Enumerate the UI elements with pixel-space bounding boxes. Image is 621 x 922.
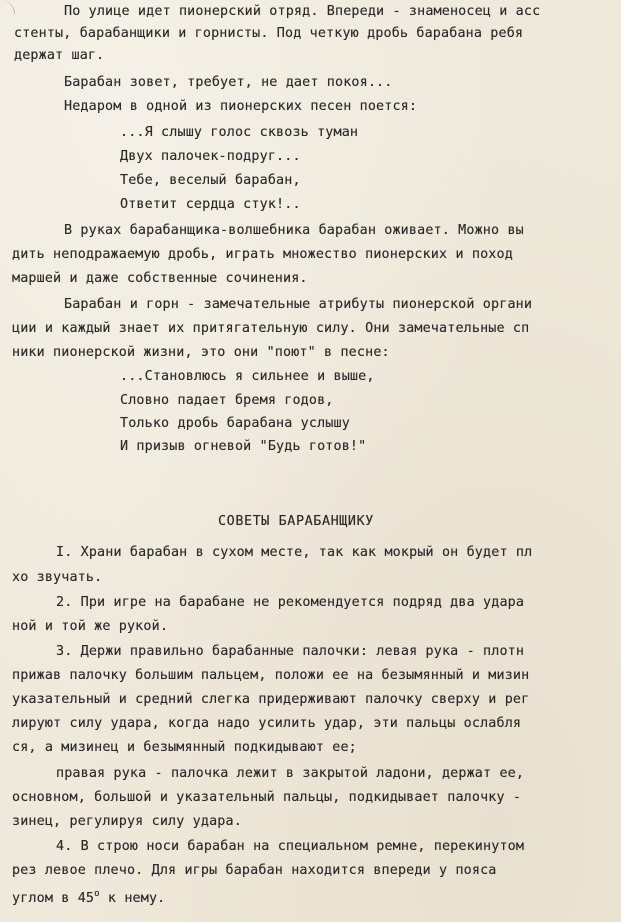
angle-text-tail: к нему. bbox=[99, 891, 166, 906]
list-item-text: I. Храни барабан в сухом месте, так как мокрый он будет пл bbox=[56, 545, 533, 560]
list-item-text: 3. Держи правильно барабанные палочки: левая рука - плотн bbox=[56, 644, 525, 659]
text-line: дить неподражаемую дробь, играть множество пионерских и поход bbox=[12, 247, 513, 262]
text-line: В руках барабанщика-волшебника барабан оживает. Можно вы bbox=[64, 223, 524, 238]
list-item-text: рез левое плечо. Для игры барабан находится впереди у пояса bbox=[12, 863, 497, 878]
list-item-text: зинец, регулируя силу удара. bbox=[12, 814, 242, 829]
list-item-text: прижав палочку большим пальцем, положи ее на безымянный и мизин bbox=[12, 668, 530, 683]
text-line: ники пионерской жизни, это они "поют" в песне: bbox=[12, 345, 390, 360]
poem-line: ...Становлюсь я сильнее и выше, bbox=[120, 369, 375, 384]
section-heading: СОВЕТЫ БАРАБАНЩИКУ bbox=[218, 514, 374, 529]
list-item-text bbox=[12, 886, 165, 907]
text-line: маршей и даже собственные сочинения. bbox=[12, 271, 308, 286]
text-line: стенты, барабанщики и горнисты. Под четкую дробь барабана ребя bbox=[14, 26, 524, 41]
list-item-text: правая рука - палочка лежит в закрытой ладони, держат ее, bbox=[56, 766, 525, 781]
list-item-text: 4. В строю носи барабан на специальном ремне, перекинутом bbox=[56, 839, 525, 854]
list-item-text: лируют силу удара, когда надо усилить удар, эти пальцы ослабля bbox=[12, 716, 522, 731]
corner-mark bbox=[0, 0, 15, 14]
angle-text: углом в 45 bbox=[12, 891, 95, 906]
list-item-text: ся, а мизинец и безымянный подкидывают ее; bbox=[12, 740, 357, 755]
poem-line: Словно падает бремя годов, bbox=[120, 393, 334, 408]
text-line: держат шаг. bbox=[14, 48, 105, 63]
text-line: Барабан и горн - замечательные атрибуты пионерской органи bbox=[64, 297, 533, 312]
text-line: ции и каждый знает их притягательную силу. Они замечательные сп bbox=[12, 321, 530, 336]
list-item-text: хо звучать. bbox=[12, 570, 103, 585]
list-item-text: указательный и средний слегка придерживают палочку сверху и рег bbox=[12, 692, 530, 707]
poem-line: Только дробь барабана услышу bbox=[120, 416, 350, 431]
poem-line: Тебе, веселый барабан, bbox=[120, 173, 301, 188]
list-item-text: основном, большой и указательный пальцы, подкидывает палочку - bbox=[12, 790, 522, 805]
poem-line: Двух палочек-подруг... bbox=[120, 149, 301, 164]
degree-sign: o bbox=[94, 889, 100, 899]
poem-line: ...Я слышу голос сквозь туман bbox=[120, 125, 359, 140]
poem-line: Ответит сердца стук!.. bbox=[120, 197, 301, 212]
poem-line: И призыв огневой "Будь готов!" bbox=[120, 439, 367, 454]
text-line: По улице идет пионерский отряд. Впереди - знаменосец и асс bbox=[64, 4, 541, 19]
list-item-text: 2. При игре на барабане не рекомендуется подряд два удара bbox=[56, 595, 525, 610]
text-line: Барабан зовет, требует, не дает покоя... bbox=[64, 75, 393, 90]
text-line: Недаром в одной из пионерских песен поется: bbox=[64, 99, 418, 114]
list-item-text: ной и той же рукой. bbox=[12, 619, 169, 634]
